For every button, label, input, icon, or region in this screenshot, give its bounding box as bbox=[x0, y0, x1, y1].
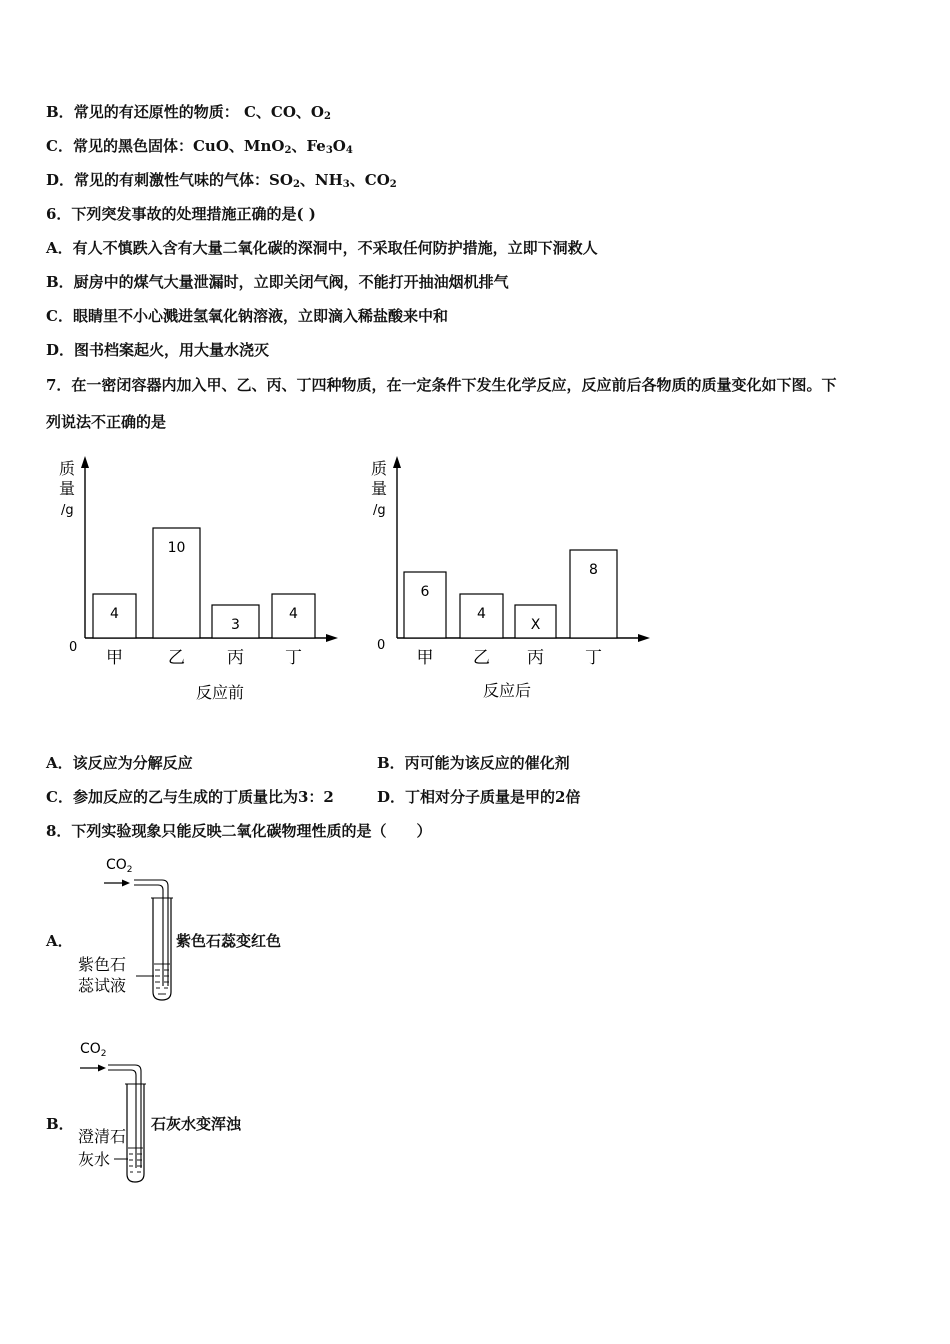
q6-option-c: C．眼睛里不小心溅进氢氧化钠溶液，立即滴入稀盐酸来中和 bbox=[46, 307, 448, 325]
bar-value-label: 6 bbox=[420, 584, 430, 600]
q7-stem-line1: 7．在一密闭容器内加入甲、乙、丙、丁四种物质，在一定条件下发生化学反应，反应前后各物质的质量变化如下图。下 bbox=[46, 376, 837, 394]
q5-option-b: B．常见的有还原性的物质： C、CO、$O_2$ bbox=[46, 103, 331, 122]
bar-chart-after bbox=[367, 452, 657, 707]
liquid-label-line1: 紫色石 bbox=[78, 955, 127, 974]
category-label: 甲 bbox=[416, 648, 434, 668]
origin-label: 0 bbox=[69, 640, 78, 655]
q5-option-c: C．常见的黑色固体：CuO、MnO$_2$、$Fe_3O_4$ bbox=[46, 137, 353, 156]
bar-value-label: 10 bbox=[167, 540, 186, 556]
bar-value-label: 8 bbox=[589, 562, 598, 578]
q7-option-c: C．参加反应的乙与生成的丁质量比为3：2 bbox=[46, 788, 334, 806]
q6-option-b: B．厨房中的煤气大量泄漏时，立即关闭气阀，不能打开抽油烟机排气 bbox=[46, 273, 509, 291]
q8-option-b-result: 石灰水变浑浊 bbox=[151, 1115, 242, 1133]
y-axis-label-2: 量 bbox=[371, 479, 388, 498]
formula: $SO_2$、$NH_3$、$CO_2$ bbox=[269, 171, 397, 190]
q8-option-a-result: 紫色石蕊变红色 bbox=[176, 932, 282, 950]
bar-chart-before bbox=[55, 452, 345, 707]
formula: CuO、MnO$_2$、$Fe_3O_4$ bbox=[192, 137, 353, 156]
y-axis bbox=[81, 456, 89, 638]
chart-title: 反应后 bbox=[482, 681, 532, 700]
y-axis-label-1: 质 bbox=[371, 459, 388, 478]
q7-stem-line2: 列说法不正确的是 bbox=[46, 413, 167, 431]
chart-title: 反应前 bbox=[195, 683, 245, 702]
liquid-label-line1: 澄清石 bbox=[78, 1127, 127, 1146]
category-label: 丙 bbox=[527, 648, 544, 668]
category-label: 丙 bbox=[227, 648, 244, 668]
test-tube-diagram-a bbox=[74, 852, 184, 1004]
y-axis-label-3: /g bbox=[373, 503, 386, 518]
y-axis-label-3: /g bbox=[61, 503, 74, 518]
bar-value-label: 4 bbox=[477, 606, 486, 622]
bar-value-label: 3 bbox=[231, 617, 240, 633]
gas-arrow-icon bbox=[104, 880, 130, 887]
gas-arrow-icon bbox=[80, 1065, 106, 1072]
q6-stem: 6．下列突发事故的处理措施正确的是( ) bbox=[46, 205, 316, 223]
q8-option-a-letter: A． bbox=[46, 932, 73, 950]
q7-option-b: B．丙可能为该反应的催化剂 bbox=[377, 754, 570, 772]
bar-value-label: 4 bbox=[110, 606, 119, 622]
q5-option-d: D．常见的有刺激性气味的气体：$SO_2$、$NH_3$、$CO_2$ bbox=[46, 171, 397, 190]
bar-value-label: 4 bbox=[289, 606, 298, 622]
bar-value-label: X bbox=[530, 617, 541, 633]
bar-甲 bbox=[404, 572, 446, 638]
category-label: 甲 bbox=[106, 648, 123, 668]
category-label: 丁 bbox=[285, 648, 302, 668]
liquid-label-line2: 蕊试液 bbox=[78, 976, 127, 995]
y-axis bbox=[393, 456, 401, 638]
test-tube-diagram-b bbox=[74, 1036, 174, 1188]
gas-label: $CO_2$ bbox=[106, 857, 133, 875]
q7-option-d: D．丁相对分子质量是甲的2倍 bbox=[377, 788, 581, 806]
category-label: 乙 bbox=[168, 648, 185, 668]
gas-label: $CO_2$ bbox=[80, 1041, 107, 1059]
q8-stem: 8．下列实验现象只能反映二氧化碳物理性质的是（ ） bbox=[46, 822, 432, 840]
q8-option-b-letter: B． bbox=[46, 1115, 74, 1133]
y-axis-label-1: 质 bbox=[59, 459, 76, 478]
q6-option-a: A．有人不慎跌入含有大量二氧化碳的深洞中，不采取任何防护措施，立即下洞救人 bbox=[46, 239, 598, 257]
category-label: 丁 bbox=[585, 648, 602, 668]
y-axis-label-2: 量 bbox=[59, 479, 76, 498]
q7-option-a: A．该反应为分解反应 bbox=[46, 754, 193, 772]
origin-label: 0 bbox=[377, 638, 386, 653]
liquid-label-line2: 灰水 bbox=[78, 1150, 111, 1169]
formula: C、CO、$O_2$ bbox=[243, 103, 331, 122]
q6-option-d: D．图书档案起火，用大量水浇灭 bbox=[46, 341, 270, 359]
category-label: 乙 bbox=[473, 648, 490, 668]
